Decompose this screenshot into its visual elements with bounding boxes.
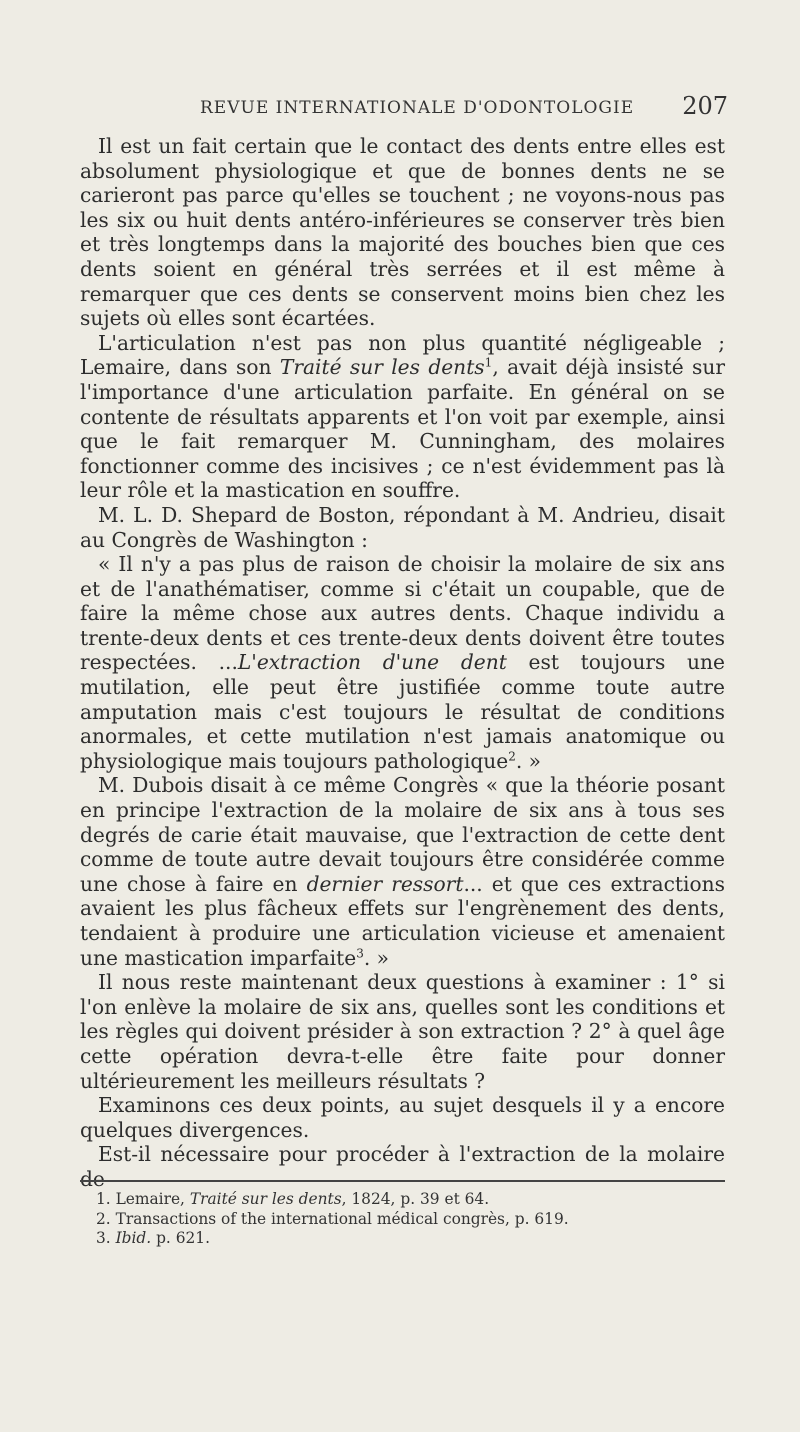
body-text xyxy=(80,134,725,1192)
paragraph xyxy=(80,134,725,331)
text-run: Il est un fait certain que le contact des dents entre elles est absolument physiologique et que de bonnes dents ne se carieront pas parce qu'elles se touchent ; ne voyons-nous pas les six ou huit dents antéro-inférieures se conserver très bien et très longtemps dans la majorité des bouches bien que ces dents soient en général très serrées et il est même à remarquer que ces dents se conservent moins bien chez les sujets où elles sont écartées. xyxy=(80,134,725,331)
footnote-ref: 1 xyxy=(484,355,493,370)
footnote xyxy=(96,1190,716,1210)
text-run: Il nous reste maintenant deux questions à examiner : 1° si l'on enlève la molaire de six ans, quelles sont les conditions et les règles qui doivent présider à son extraction ? 2° à quel âge cette opération devra-t-elle être faite pour donner ultérieurement les meilleurs résultats ? xyxy=(80,970,725,1093)
running-title: REVUE INTERNATIONALE D'ODONTOLOGIE xyxy=(200,98,635,118)
italic-text: Traité sur les dents xyxy=(279,355,485,380)
text-run: « Il n'y a pas plus de raison de choisir la molaire de six ans et de l'anathématiser, comme si c'était un coupable, que de faire la même chose aux autres dents. Chaque individu a trente-deux dents et ces trente-deux dents doivent être toutes respectées. ... xyxy=(80,552,725,675)
text-run: M. Dubois disait à ce même Congrès « que la théorie posant en principe l'extraction de la molaire de six ans à tous ses degrés de carie était mauvaise, que l'extraction de cette dent comme de toute autre devait toujours être considérée comme une chose à faire en xyxy=(80,773,725,896)
paragraph xyxy=(80,1142,725,1191)
text-run: M. L. D. Shepard de Boston, répondant à M. Andrieu, disait au Congrès de Washington : xyxy=(80,502,725,552)
paragraph xyxy=(80,331,725,503)
text-run: 3. xyxy=(96,1229,116,1247)
footnote-rule xyxy=(80,1180,725,1182)
text-run: L'articulation n'est pas non plus quantité négligeable ; Lemaire, dans son xyxy=(80,330,725,380)
text-run: 1. Lemaire, xyxy=(96,1190,190,1208)
text-run: . » xyxy=(363,945,390,970)
text-run: , avait déjà insisté sur l'importance d'une articulation parfaite. En général on se contente de résultats apparents et l'on voit par exemple, ainsi que le fait remarquer M. Cunningham, des molaires fonctionner comme des incisives ; ce n'est évidemment pas là leur rôle et la mastication en souffre. xyxy=(80,355,725,503)
footnote xyxy=(96,1210,716,1230)
text-run: , 1824, p. 39 et 64. xyxy=(341,1190,490,1208)
paragraph xyxy=(80,970,725,1093)
italic-text: Traité sur les dents xyxy=(189,1190,342,1208)
footnote-ref: 2 xyxy=(508,749,516,764)
paragraph xyxy=(80,503,725,552)
text-run: . » xyxy=(515,748,542,773)
text-run: p. 621. xyxy=(151,1229,210,1247)
text-run: est toujours une mutilation, elle peut être justifiée comme toute autre amputation mais c'est toujours le résultat de conditions anormales, et cette mutilation n'est jamais anatomique ou physiologique mais toujours pathologique xyxy=(80,650,725,773)
page-number: 207 xyxy=(682,92,728,120)
paragraph xyxy=(80,552,725,773)
page-header xyxy=(80,92,730,126)
italic-text: Ibid. xyxy=(115,1229,152,1247)
italic-text: L'extraction d'une dent xyxy=(237,650,507,675)
text-run: ... et que ces extractions avaient les plus fâcheux effets sur l'engrènement des dents, tendaient à produire une articulation vicieuse et amenaient une mastication imparfaite xyxy=(80,871,725,970)
text-run: Examinons ces deux points, au sujet desquels il y a encore quelques divergences. xyxy=(80,1093,725,1142)
footnotes xyxy=(96,1190,716,1249)
footnote-ref: 3 xyxy=(356,945,364,960)
italic-text: dernier ressort xyxy=(306,871,464,896)
text-run: Est-il nécessaire pour procéder à l'extraction de la molaire de xyxy=(80,1142,725,1191)
footnote xyxy=(96,1229,716,1249)
paragraph xyxy=(80,1093,725,1142)
text-run: 2. Transactions of the international médical congrès, p. 619. xyxy=(96,1209,569,1228)
paragraph xyxy=(80,773,725,970)
